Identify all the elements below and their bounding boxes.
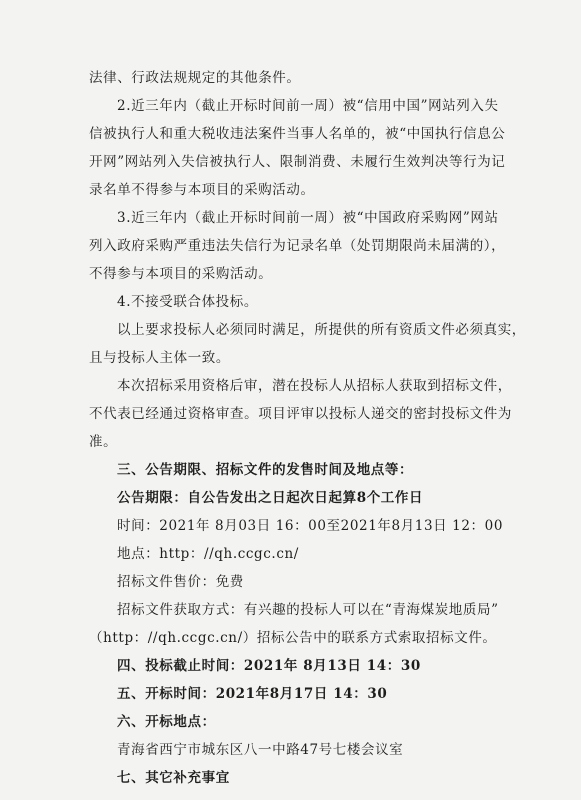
text-line-8: 不得参与本项目的采购活动。 — [89, 266, 273, 282]
text-line-10: 以上要求投标人必须同时满足，所提供的所有资质文件必须真实， — [117, 322, 526, 338]
text-line-11: 且与投标人主体一致。 — [89, 350, 230, 366]
text-line-5: 录名单不得参与本项目的采购活动。 — [89, 182, 315, 198]
bid-opening-time-heading: 五、开标时间：2021年8月17日 14：30 — [117, 686, 388, 702]
section-heading-7: 七、其它补充事宜 — [117, 770, 230, 786]
sale-time-line: 时间：2021年 8月03日 16：00至2021年8月13日 12：00 — [117, 518, 504, 534]
text-line-12: 本次招标采用资格后审，潜在投标人从招标人获取到招标文件， — [117, 378, 512, 394]
text-line-7: 列入政府采购严重违法失信行为记录名单（处罚期限尚未届满的）， — [89, 238, 506, 254]
section-heading-3: 三、公告期限、招标文件的发售时间及地点等： — [117, 462, 414, 478]
acquisition-method-line-2: （http：//qh.ccgc.cn/）招标公告中的联系方式索取招标文件。 — [89, 630, 497, 646]
text-line-9: 4.不接受联合体投标。 — [117, 294, 258, 310]
text-line-1: 法律、行政法规规定的其他条件。 — [89, 70, 301, 86]
document-price-line: 招标文件售价：免费 — [117, 574, 244, 590]
bid-opening-location-heading: 六、开标地点： — [117, 714, 216, 730]
acquisition-method-line: 招标文件获取方式：有兴趣的投标人可以在“青海煤炭地质局” — [117, 602, 499, 618]
text-line-4: 开网”网站列入失信被执行人、限制消费、未履行生效判决等行为记 — [89, 154, 506, 170]
sale-location-line: 地点：http：//qh.ccgc.cn/ — [117, 546, 299, 562]
text-line-14: 准。 — [89, 434, 118, 450]
bid-deadline-heading: 四、投标截止时间：2021年 8月13日 14：30 — [117, 658, 421, 674]
text-line-2: 2.近三年内（截止开标时间前一周）被“信用中国”网站列入失 — [117, 98, 499, 114]
text-line-13: 不代表已经通过资格审查。项目评审以投标人递交的密封投标文件为 — [89, 406, 512, 422]
text-line-3: 信被执行人和重大税收违法案件当事人名单的，被“中国执行信息公 — [89, 126, 506, 142]
text-line-6: 3.近三年内（截止开标时间前一周）被“中国政府采购网”网站 — [117, 210, 499, 226]
notice-period-line: 公告期限：自公告发出之日起次日起算8个工作日 — [117, 490, 424, 506]
bid-opening-address: 青海省西宁市城东区八一中路47号七楼会议室 — [117, 742, 404, 758]
